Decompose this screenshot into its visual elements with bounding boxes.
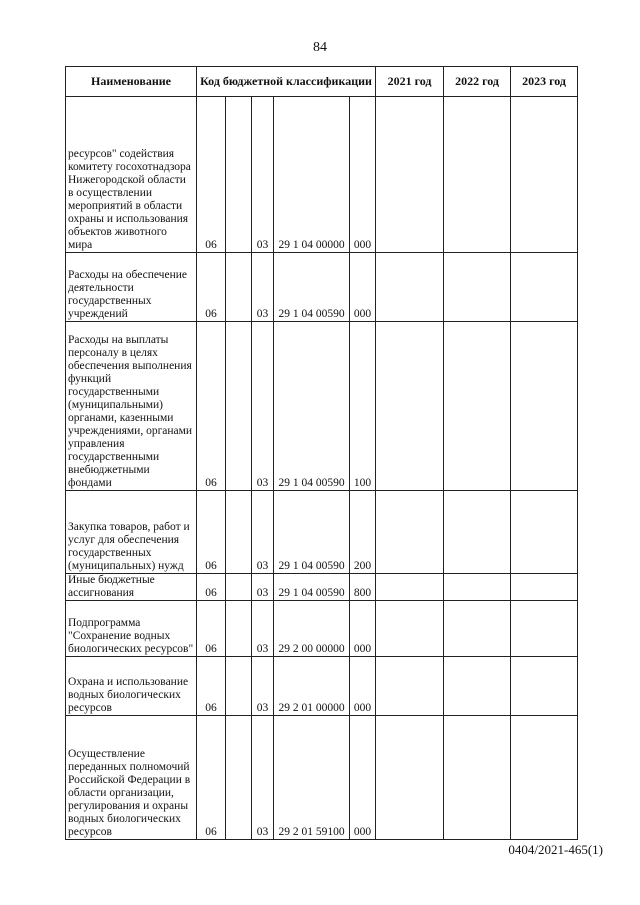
table-row [66, 491, 578, 574]
row-2023-value [511, 657, 578, 716]
footer-code: 0404/2021-465(1) [508, 842, 603, 857]
row-target-article-code: 29 1 04 00000 [274, 97, 350, 253]
row-name: Осуществление переданных полномочий Российской Федерации в области организации, регулирования и охраны водных биологических ресурсов [66, 716, 197, 840]
table-row [66, 601, 578, 657]
table-row [66, 716, 578, 840]
row-target-article-code: 29 2 00 00000 [274, 601, 350, 657]
row-subsection-code: 03 [252, 97, 274, 253]
row-2022-value [444, 253, 511, 322]
row-subsection-code: 03 [252, 601, 274, 657]
row-target-article-code: 29 1 04 00590 [274, 322, 350, 491]
row-2023-value [511, 97, 578, 253]
row-expense-type-code: 000 [350, 253, 376, 322]
row-spacer [226, 601, 252, 657]
table-row [66, 97, 578, 253]
table-row [66, 253, 578, 322]
row-subsection-code: 03 [252, 322, 274, 491]
header-2021: 2021 год [376, 67, 444, 97]
row-2022-value [444, 491, 511, 574]
row-expense-type-code: 100 [350, 322, 376, 491]
row-2022-value [444, 601, 511, 657]
row-name: Иные бюджетные ассигнования [66, 574, 197, 601]
row-2023-value [511, 253, 578, 322]
row-2021-value [376, 322, 444, 491]
header-name: Наименование [66, 67, 197, 97]
row-2021-value [376, 657, 444, 716]
row-2021-value [376, 491, 444, 574]
row-spacer [226, 657, 252, 716]
row-section-code: 06 [197, 574, 226, 601]
row-spacer [226, 716, 252, 840]
row-2022-value [444, 322, 511, 491]
row-2022-value [444, 97, 511, 253]
page-number: 84 [313, 40, 327, 55]
row-2021-value [376, 97, 444, 253]
row-2021-value [376, 601, 444, 657]
header-code: Код бюджетной классификации [197, 67, 376, 97]
row-target-article-code: 29 1 04 00590 [274, 574, 350, 601]
row-spacer [226, 97, 252, 253]
row-2022-value [444, 574, 511, 601]
row-subsection-code: 03 [252, 716, 274, 840]
row-spacer [226, 322, 252, 491]
row-target-article-code: 29 2 01 00000 [274, 657, 350, 716]
table-row [66, 574, 578, 601]
row-spacer [226, 574, 252, 601]
header-2022: 2022 год [444, 67, 511, 97]
row-name: ресурсов" содействия комитету госохотнадзора Нижегородской области в осуществлении мероприятий в области охраны и использования объектов животного мира [66, 97, 197, 253]
header-row [66, 67, 578, 97]
row-2021-value [376, 574, 444, 601]
row-section-code: 06 [197, 97, 226, 253]
row-subsection-code: 03 [252, 491, 274, 574]
row-spacer [226, 253, 252, 322]
row-subsection-code: 03 [252, 574, 274, 601]
row-name: Расходы на обеспечение деятельности государственных учреждений [66, 253, 197, 322]
header-2023: 2023 год [511, 67, 578, 97]
budget-table [65, 66, 578, 840]
row-2023-value [511, 322, 578, 491]
row-name: Расходы на выплаты персоналу в целях обеспечения выполнения функций государственными (муниципальными) органами, казенными учреждениями, органами управления государственными внебюджетными фондами [66, 322, 197, 491]
row-expense-type-code: 000 [350, 601, 376, 657]
row-section-code: 06 [197, 322, 226, 491]
row-2021-value [376, 253, 444, 322]
row-section-code: 06 [197, 716, 226, 840]
row-expense-type-code: 800 [350, 574, 376, 601]
row-section-code: 06 [197, 253, 226, 322]
table-row [66, 322, 578, 491]
row-section-code: 06 [197, 601, 226, 657]
row-expense-type-code: 200 [350, 491, 376, 574]
table-row [66, 657, 578, 716]
row-expense-type-code: 000 [350, 716, 376, 840]
row-section-code: 06 [197, 491, 226, 574]
row-name: Закупка товаров, работ и услуг для обеспечения государственных (муниципальных) нужд [66, 491, 197, 574]
row-target-article-code: 29 1 04 00590 [274, 491, 350, 574]
row-2021-value [376, 716, 444, 840]
row-subsection-code: 03 [252, 657, 274, 716]
row-name: Подпрограмма "Сохранение водных биологических ресурсов" [66, 601, 197, 657]
row-2023-value [511, 491, 578, 574]
row-target-article-code: 29 2 01 59100 [274, 716, 350, 840]
row-expense-type-code: 000 [350, 657, 376, 716]
row-name: Охрана и использование водных биологических ресурсов [66, 657, 197, 716]
row-2022-value [444, 716, 511, 840]
row-2023-value [511, 716, 578, 840]
row-2023-value [511, 574, 578, 601]
row-2022-value [444, 657, 511, 716]
row-2023-value [511, 601, 578, 657]
row-spacer [226, 491, 252, 574]
row-expense-type-code: 000 [350, 97, 376, 253]
row-subsection-code: 03 [252, 253, 274, 322]
row-target-article-code: 29 1 04 00590 [274, 253, 350, 322]
row-section-code: 06 [197, 657, 226, 716]
